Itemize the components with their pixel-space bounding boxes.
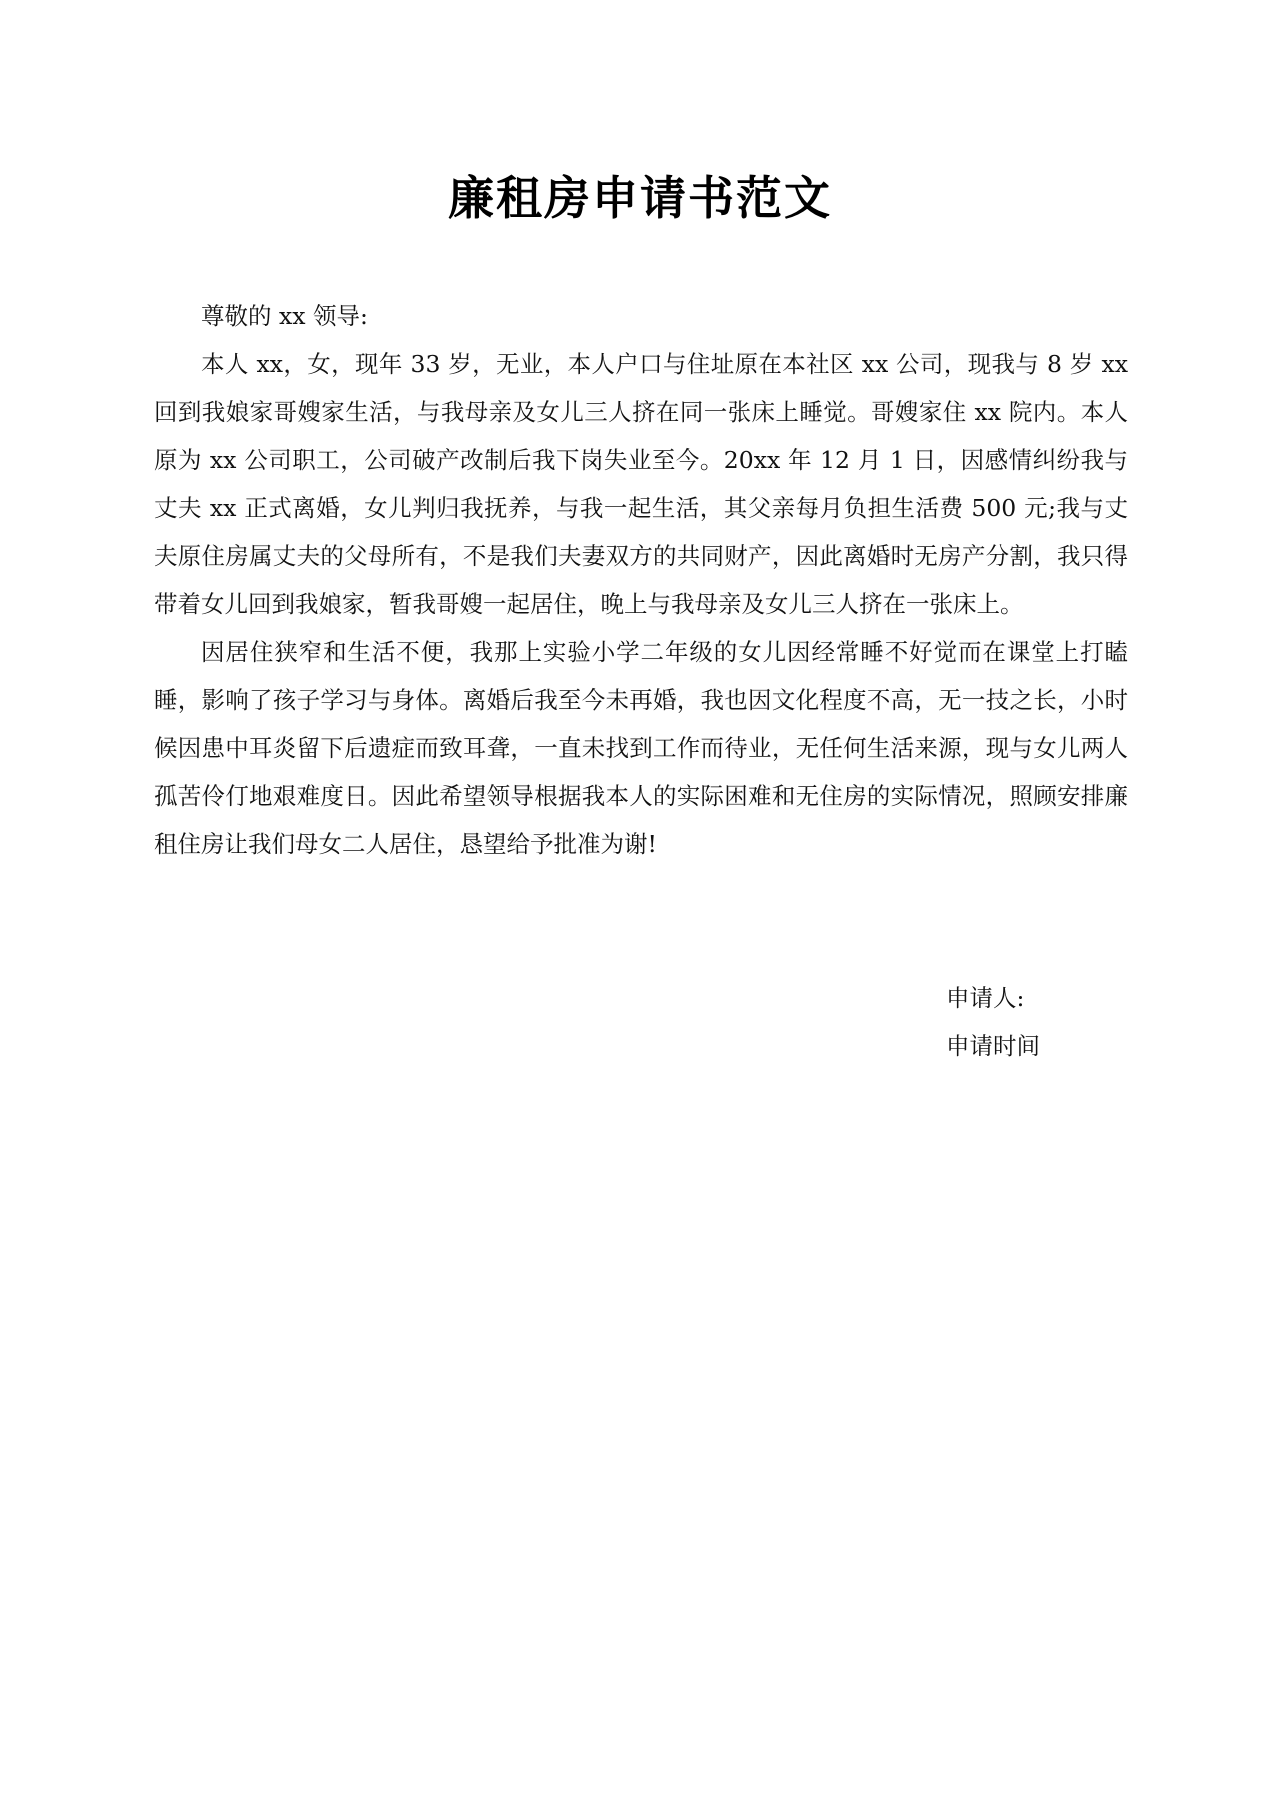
document-body: [154, 292, 1128, 868]
applicant-label: 申请人:: [946, 984, 1025, 1012]
paragraph-2: 因居住狭窄和生活不便，我那上实验小学二年级的女儿因经常睡不好觉而在课堂上打瞌睡，影响了孩子学习与身体。离婚后我至今未再婚，我也因文化程度不高，无一技之长，小时候因患中耳炎留下后遗症而致耳聋，一直未找到工作而待业，无任何生活来源，现与女儿两人孤苦伶仃地艰难度日。因此希望领导根据我本人的实际困难和无住房的实际情况，照顾安排廉租住房让我们母女二人居住，恳望给予批准为谢!: [154, 638, 1128, 858]
paragraph-1: 本人 xx，女，现年 33 岁，无业，本人户口与住址原在本社区 xx 公司，现我与 8 岁 xx 回到我娘家哥嫂家生活，与我母亲及女儿三人挤在同一张床上睡觉。哥嫂家住 xx 院内。本人原为 xx 公司职工，公司破产改制后我下岗失业至今。20xx 年 12 月 1 日，因感情纠纷我与丈夫 xx 正式离婚，女儿判归我抚养，与我一起生活，其父亲每月负担生活费 500 元;我与丈夫原住房属丈夫的父母所有，不是我们夫妻双方的共同财产，因此离婚时无房产分割，我只得带着女儿回到我娘家，暂我哥嫂一起居住，晚上与我母亲及女儿三人挤在一张床上。: [154, 350, 1128, 618]
application-date-label: 申请时间: [946, 1032, 1040, 1060]
document-title: 廉租房申请书范文: [448, 171, 832, 225]
salutation: 尊敬的 xx 领导:: [201, 302, 368, 330]
signature-block: [946, 974, 1040, 1070]
